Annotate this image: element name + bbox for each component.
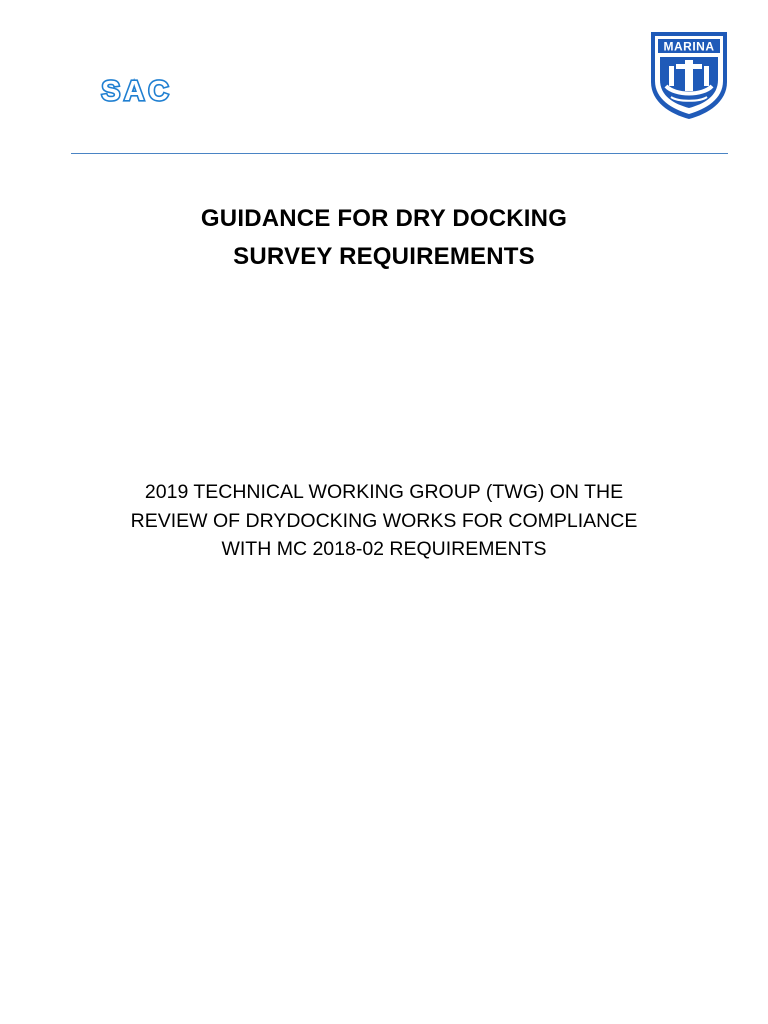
svg-text:SAC: SAC (101, 76, 173, 106)
marina-shield-logo (648, 30, 730, 120)
document-subtitle-line: 2019 TECHNICAL WORKING GROUP (TWG) ON THE (144, 481, 624, 503)
sac-logo (70, 76, 204, 106)
document-title (0, 200, 768, 276)
document-subtitle-line: REVIEW OF DRYDOCKING WORKS FOR COMPLIANCE (130, 509, 638, 532)
document-subtitle (0, 478, 768, 564)
document-title-line: SURVEY REQUIREMENTS (233, 243, 535, 270)
header-divider (71, 153, 728, 154)
svg-text:MARINA: MARINA (663, 39, 715, 54)
document-title-line: GUIDANCE FOR DRY DOCKING (200, 205, 568, 232)
document-subtitle-line: WITH MC 2018-02 REQUIREMENTS (221, 538, 547, 560)
